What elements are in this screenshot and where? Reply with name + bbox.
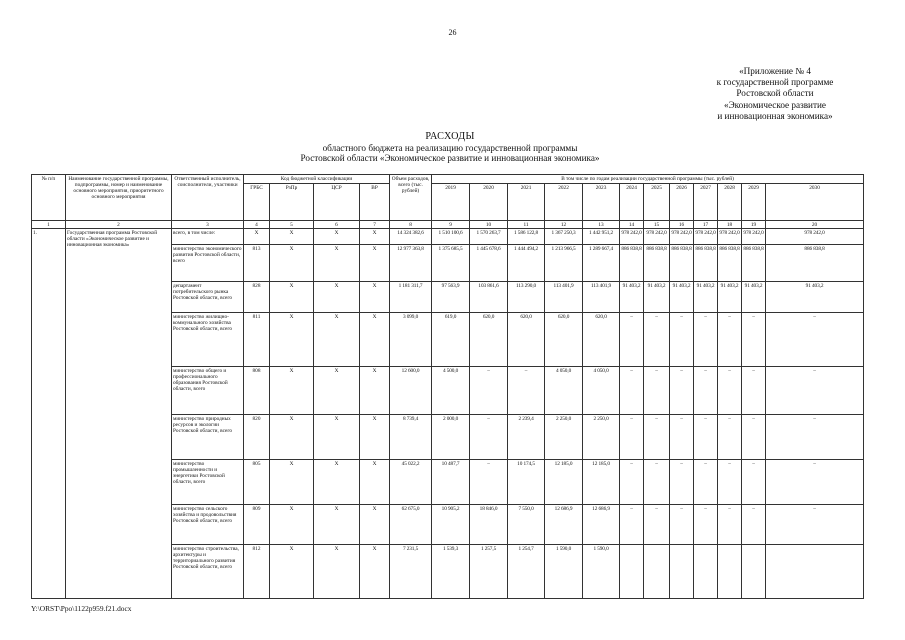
vr-cell: X: [360, 460, 390, 505]
year-amount-cell: 4 050,0: [545, 367, 583, 415]
vr-cell: X: [360, 282, 390, 313]
annex-caption: [650, 66, 900, 122]
rzpr-cell: X: [270, 245, 314, 282]
annex-line: к государственной программе: [716, 77, 834, 88]
grbs-cell: 809: [244, 505, 270, 545]
year-amount-cell: 978 242,0: [718, 229, 742, 245]
year-amount-cell: 1 570 263,7: [470, 229, 508, 245]
column-number: 5: [270, 221, 314, 229]
year-amount-cell: 91 403,2: [644, 282, 670, 313]
grbs-cell: 805: [244, 460, 270, 505]
total-volume-cell: 3 099,0: [390, 313, 432, 367]
year-amount-cell: 4 050,0: [583, 367, 620, 415]
year-amount-cell: –: [644, 415, 670, 460]
header-volume: Объем расходов, всего (тыс. рублей): [390, 175, 432, 221]
year-amount-cell: 113 401,9: [583, 282, 620, 313]
year-amount-cell: –: [470, 415, 508, 460]
total-volume-cell: 14 324 382,6: [390, 229, 432, 245]
year-amount-cell: 1 590,0: [545, 545, 583, 599]
header-year: 2020: [470, 184, 508, 221]
year-amount-cell: 113 401,9: [545, 282, 583, 313]
grbs-cell: 820: [244, 415, 270, 460]
year-amount-cell: 10 487,7: [432, 460, 470, 505]
year-amount-cell: –: [718, 313, 742, 367]
rzpr-cell: X: [270, 460, 314, 505]
year-amount-cell: [620, 545, 644, 599]
total-volume-cell: 7 231,5: [390, 545, 432, 599]
annex-line: и инновационная экономика»: [717, 110, 833, 121]
rzpr-cell: X: [270, 282, 314, 313]
header-num: № п/п: [32, 175, 66, 221]
vr-cell: X: [360, 313, 390, 367]
vr-cell: X: [360, 229, 390, 245]
column-number: 13: [583, 221, 620, 229]
vr-cell: X: [360, 545, 390, 599]
year-amount-cell: 619,0: [432, 313, 470, 367]
year-amount-cell: 1 375 685,5: [432, 245, 470, 282]
grbs-cell: 808: [244, 367, 270, 415]
header-year: 2025: [644, 184, 670, 221]
table-body: [32, 229, 864, 599]
year-amount-cell: 12 185,0: [545, 460, 583, 505]
year-amount-cell: –: [742, 367, 766, 415]
year-amount-cell: [670, 545, 694, 599]
year-amount-cell: –: [470, 367, 508, 415]
header-year: 2027: [694, 184, 718, 221]
vr-cell: X: [360, 367, 390, 415]
header-budget-code: Код бюджетной классификации: [244, 175, 390, 184]
column-number: 17: [694, 221, 718, 229]
rzpr-cell: X: [270, 313, 314, 367]
year-amount-cell: 1 442 951,2: [583, 229, 620, 245]
year-amount-cell: –: [694, 460, 718, 505]
year-amount-cell: –: [670, 367, 694, 415]
header-year: 2023: [583, 184, 620, 221]
heading-subtitle: Ростовской области «Экономическое развитие и инновационная экономика»: [300, 153, 600, 163]
rzpr-cell: X: [270, 415, 314, 460]
grbs-cell: 813: [244, 245, 270, 282]
year-amount-cell: 1 539,3: [432, 545, 470, 599]
year-amount-cell: 1 257,5: [470, 545, 508, 599]
column-number: 9: [432, 221, 470, 229]
column-number: 4: [244, 221, 270, 229]
year-amount-cell: –: [670, 460, 694, 505]
header-name: Наименование государственной программы, подпрограммы, номер и наименование основного мероприятия, приоритетного основного мероприятия: [66, 175, 172, 221]
year-amount-cell: 2 250,0: [545, 415, 583, 460]
year-amount-cell: –: [670, 505, 694, 545]
year-amount-cell: 10 905,2: [432, 505, 470, 545]
column-number: 16: [670, 221, 694, 229]
csr-cell: X: [314, 460, 360, 505]
year-amount-cell: 91 403,2: [742, 282, 766, 313]
column-number: 15: [644, 221, 670, 229]
year-amount-cell: 886 838,8: [644, 245, 670, 282]
rzpr-cell: X: [270, 367, 314, 415]
year-amount-cell: 1 590,0: [583, 545, 620, 599]
year-amount-cell: 886 838,8: [670, 245, 694, 282]
csr-cell: X: [314, 245, 360, 282]
csr-cell: X: [314, 367, 360, 415]
year-amount-cell: 10 174,5: [508, 460, 545, 505]
year-amount-cell: –: [694, 505, 718, 545]
year-amount-cell: –: [620, 367, 644, 415]
year-amount-cell: –: [644, 460, 670, 505]
year-amount-cell: 18 846,0: [470, 505, 508, 545]
year-amount-cell: 1 510 100,6: [432, 229, 470, 245]
year-amount-cell: 113 290,0: [508, 282, 545, 313]
header-rzpr: РзПр: [270, 184, 314, 221]
executor-cell: министерство жилищно-коммунального хозяйства Ростовской области, всего: [172, 313, 244, 367]
table-row: [32, 229, 864, 245]
year-amount-cell: –: [718, 460, 742, 505]
vr-cell: X: [360, 415, 390, 460]
header-csr: ЦСР: [314, 184, 360, 221]
year-amount-cell: 91 403,2: [694, 282, 718, 313]
year-amount-cell: –: [694, 367, 718, 415]
header-year: 2022: [545, 184, 583, 221]
rzpr-cell: X: [270, 545, 314, 599]
column-number: 6: [314, 221, 360, 229]
year-amount-cell: 620,0: [470, 313, 508, 367]
file-path-footer: Y:\ORST\Ppo\1122p959.f21.docx: [31, 604, 132, 613]
rzpr-cell: X: [270, 505, 314, 545]
year-amount-cell: –: [470, 460, 508, 505]
column-number: 20: [766, 221, 864, 229]
year-amount-cell: –: [742, 460, 766, 505]
year-amount-cell: –: [766, 367, 864, 415]
year-amount-cell: –: [742, 415, 766, 460]
column-number: 19: [742, 221, 766, 229]
total-volume-cell: 1 181 311,7: [390, 282, 432, 313]
annex-line: «Приложение № 4: [739, 66, 811, 76]
grbs-cell: 812: [244, 545, 270, 599]
year-amount-cell: 620,0: [508, 313, 545, 367]
grbs-cell: 828: [244, 282, 270, 313]
csr-cell: X: [314, 282, 360, 313]
year-amount-cell: 620,0: [583, 313, 620, 367]
year-amount-cell: –: [620, 313, 644, 367]
header-year: 2024: [620, 184, 644, 221]
year-amount-cell: –: [620, 460, 644, 505]
document-heading: [200, 132, 700, 164]
year-amount-cell: 978 242,0: [766, 229, 864, 245]
year-amount-cell: –: [644, 367, 670, 415]
year-amount-cell: –: [620, 415, 644, 460]
executor-cell: министерство строительства, архитектуры и территориального развития Ростовской области, всего: [172, 545, 244, 599]
year-amount-cell: 978 242,0: [670, 229, 694, 245]
page-number: 26: [448, 28, 457, 37]
annex-line: Ростовской области: [736, 88, 814, 99]
header-year: 2019: [432, 184, 470, 221]
header-year: 2030: [766, 184, 864, 221]
header-executor: Ответственный исполнитель, соисполнители, участники: [172, 175, 244, 221]
year-amount-cell: –: [718, 505, 742, 545]
year-amount-cell: 12 686,9: [583, 505, 620, 545]
year-amount-cell: –: [670, 313, 694, 367]
year-amount-cell: [644, 545, 670, 599]
year-amount-cell: –: [766, 505, 864, 545]
expenditure-table: [31, 174, 864, 599]
grbs-cell: 811: [244, 313, 270, 367]
total-volume-cell: 8 739,4: [390, 415, 432, 460]
program-name-cell: Государственная программа Ростовской области «Экономическое развитие и инновационная экономика»: [66, 229, 172, 599]
year-amount-cell: 620,0: [545, 313, 583, 367]
column-number: 7: [360, 221, 390, 229]
year-amount-cell: 886 838,8: [742, 245, 766, 282]
year-amount-cell: –: [742, 505, 766, 545]
year-amount-cell: 91 403,2: [718, 282, 742, 313]
year-amount-cell: –: [644, 505, 670, 545]
year-amount-cell: 886 838,8: [718, 245, 742, 282]
header-vr: ВР: [360, 184, 390, 221]
year-amount-cell: –: [766, 313, 864, 367]
year-amount-cell: [766, 545, 864, 599]
year-amount-cell: 1 586 122,8: [508, 229, 545, 245]
vr-cell: X: [360, 245, 390, 282]
column-number: 10: [470, 221, 508, 229]
csr-cell: X: [314, 229, 360, 245]
executor-cell: министерство сельского хозяйства и продовольствия Ростовской области, всего: [172, 505, 244, 545]
program-number-cell: 1.: [32, 229, 66, 599]
year-amount-cell: –: [620, 505, 644, 545]
executor-cell: министерство экономического развития Ростовской области, всего: [172, 245, 244, 282]
year-amount-cell: 886 838,8: [620, 245, 644, 282]
column-number: 1: [32, 221, 66, 229]
year-amount-cell: 886 838,8: [694, 245, 718, 282]
year-amount-cell: 978 242,0: [620, 229, 644, 245]
year-amount-cell: –: [644, 313, 670, 367]
executor-cell: министерство природных ресурсов и экологии Ростовской области, всего: [172, 415, 244, 460]
year-amount-cell: 7 550,0: [508, 505, 545, 545]
year-amount-cell: 978 242,0: [644, 229, 670, 245]
vr-cell: X: [360, 505, 390, 545]
year-amount-cell: 1 444 494,2: [508, 245, 545, 282]
grbs-cell: X: [244, 229, 270, 245]
column-number: 11: [508, 221, 545, 229]
column-number: 12: [545, 221, 583, 229]
header-year: 2028: [718, 184, 742, 221]
year-amount-cell: 2 000,0: [432, 415, 470, 460]
year-amount-cell: 1 254,7: [508, 545, 545, 599]
executor-cell: всего, в том числе:: [172, 229, 244, 245]
year-amount-cell: 12 185,0: [583, 460, 620, 505]
total-volume-cell: 12 977 363,8: [390, 245, 432, 282]
year-amount-cell: [742, 545, 766, 599]
year-amount-cell: [694, 545, 718, 599]
year-amount-cell: [718, 545, 742, 599]
csr-cell: X: [314, 505, 360, 545]
year-amount-cell: –: [694, 313, 718, 367]
heading-title: РАСХОДЫ: [425, 131, 475, 142]
header-year: 2029: [742, 184, 766, 221]
year-amount-cell: 12 686,9: [545, 505, 583, 545]
column-number: 14: [620, 221, 644, 229]
header-year: 2021: [508, 184, 545, 221]
year-amount-cell: 1 213 966,5: [545, 245, 583, 282]
csr-cell: X: [314, 545, 360, 599]
header-year: 2026: [670, 184, 694, 221]
year-amount-cell: 91 403,2: [620, 282, 644, 313]
year-amount-cell: –: [670, 415, 694, 460]
column-number: 3: [172, 221, 244, 229]
year-amount-cell: 1 445 678,6: [470, 245, 508, 282]
year-amount-cell: 886 838,8: [766, 245, 864, 282]
year-amount-cell: 103 861,6: [470, 282, 508, 313]
year-amount-cell: 91 403,2: [670, 282, 694, 313]
year-amount-cell: –: [766, 460, 864, 505]
header-years-group: В том числе по годам реализации государственной программы (тыс. рублей): [432, 175, 864, 184]
heading-subtitle: областного бюджета на реализацию государственной программы: [322, 142, 578, 153]
csr-cell: X: [314, 313, 360, 367]
year-amount-cell: 978 242,0: [694, 229, 718, 245]
total-volume-cell: 62 675,0: [390, 505, 432, 545]
column-number: 18: [718, 221, 742, 229]
year-amount-cell: –: [742, 313, 766, 367]
total-volume-cell: 12 600,0: [390, 367, 432, 415]
total-volume-cell: 45 022,2: [390, 460, 432, 505]
executor-cell: департамент потребительского рынка Ростовской области, всего: [172, 282, 244, 313]
year-amount-cell: 2 239,4: [508, 415, 545, 460]
column-number: 8: [390, 221, 432, 229]
year-amount-cell: –: [508, 367, 545, 415]
header-grbs: ГРБС: [244, 184, 270, 221]
year-amount-cell: 91 403,2: [766, 282, 864, 313]
annex-line: «Экономическое развитие: [724, 99, 826, 110]
year-amount-cell: –: [718, 367, 742, 415]
year-amount-cell: 978 242,0: [742, 229, 766, 245]
year-amount-cell: –: [718, 415, 742, 460]
rzpr-cell: X: [270, 229, 314, 245]
year-amount-cell: 1 367 250,3: [545, 229, 583, 245]
year-amount-cell: 97 563,9: [432, 282, 470, 313]
year-amount-cell: 4 500,0: [432, 367, 470, 415]
year-amount-cell: 2 250,0: [583, 415, 620, 460]
column-number: 2: [66, 221, 172, 229]
year-amount-cell: 1 289 667,4: [583, 245, 620, 282]
year-amount-cell: –: [694, 415, 718, 460]
year-amount-cell: –: [766, 415, 864, 460]
executor-cell: министерство общего и профессионального образования Ростовской области, всего: [172, 367, 244, 415]
csr-cell: X: [314, 415, 360, 460]
executor-cell: министерство промышленности и энергетики Ростовской области, всего: [172, 460, 244, 505]
